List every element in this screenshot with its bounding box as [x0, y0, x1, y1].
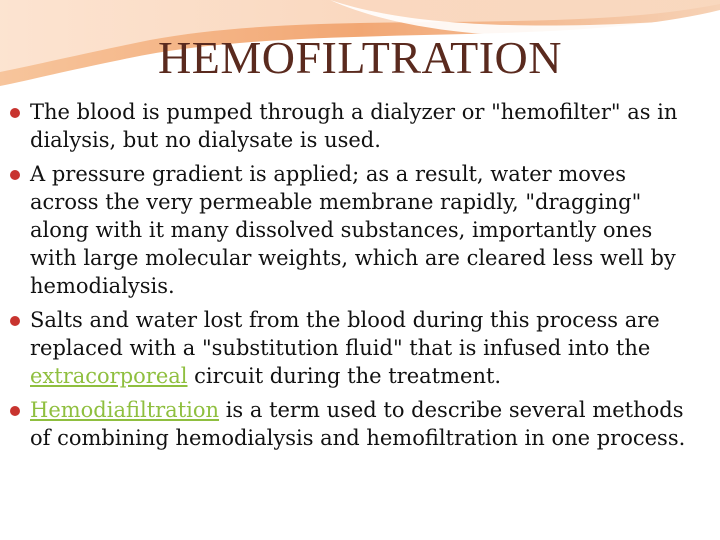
extracorporeal-link[interactable]: extracorporeal — [30, 364, 188, 388]
bullet-item-1 — [8, 98, 698, 154]
bullet-text: The blood is pumped through a dialyzer or "hemofilter" as in dialysis, but no dialysate is used. — [30, 100, 678, 152]
bullet-text-after-link: circuit during the treatment. — [187, 364, 502, 388]
bullet-list — [8, 98, 698, 458]
bullet-dot-icon — [10, 170, 20, 180]
slide-title: HEMOFILTRATION — [158, 32, 562, 83]
bullet-text-before-link: Salts and water lost from the blood during this process are replaced with a "substitution fluid" that is infused into the — [30, 308, 660, 360]
hemodiafiltration-link[interactable]: Hemodiafiltration — [30, 398, 220, 422]
bullet-text-after-link: is a term used to describe several methods of combining hemodialysis and hemofiltration in one process. — [30, 398, 686, 450]
bullet-item-2 — [8, 160, 698, 300]
bullet-dot-icon — [10, 108, 20, 118]
bullet-item-3 — [8, 306, 698, 390]
bullet-dot-icon — [10, 406, 20, 416]
bullet-item-4 — [8, 396, 698, 452]
bullet-text: A pressure gradient is applied; as a result, water moves across the very permeable membrane rapidly, "dragging" along with it many dissolved substances, importantly ones with large molecular weights, which are cleared less well by hemodialysis. — [30, 162, 676, 298]
bullet-dot-icon — [10, 316, 20, 326]
